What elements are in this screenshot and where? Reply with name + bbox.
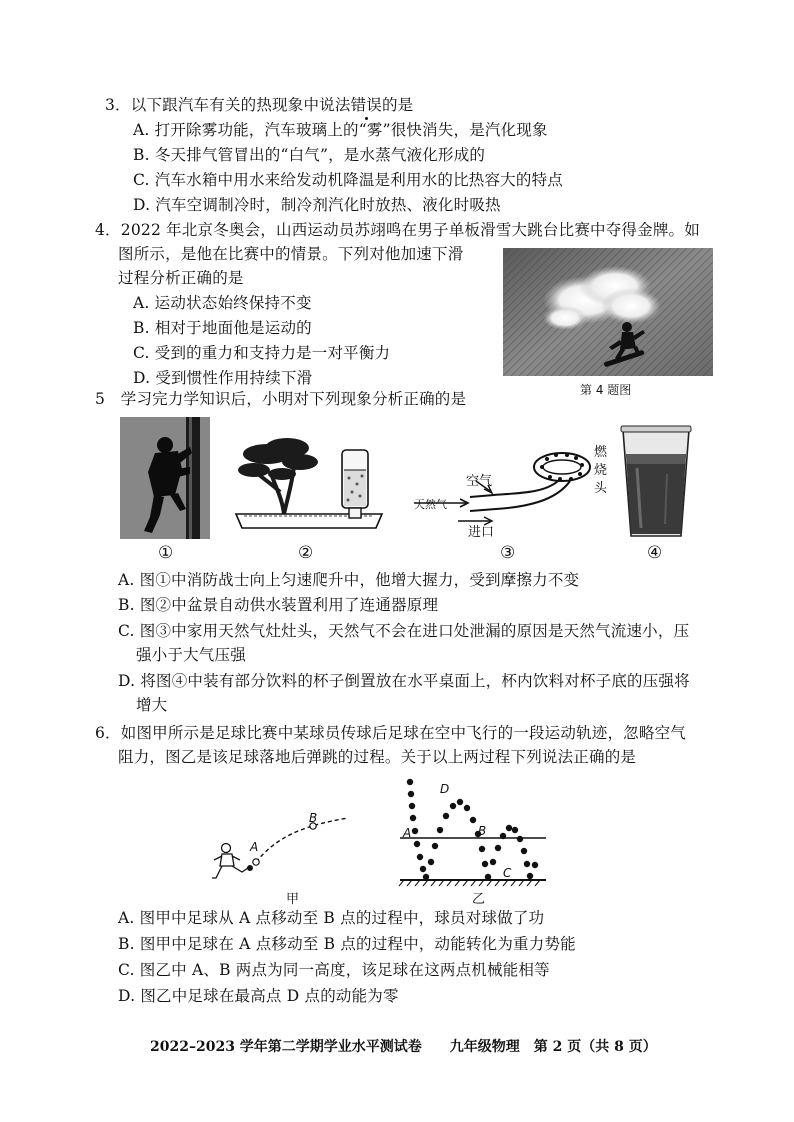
q5-option-b: B. 图②中盆景自动供水装置利用了连通器原理 xyxy=(118,596,439,614)
q5-fig-number-3: ③ xyxy=(500,543,516,563)
q5-fig2-bonsai xyxy=(232,436,394,534)
q6-stem-line1: 6．如图甲所示是足球比赛中某球员传球后足球在空中飞行的一段运动轨迹，忽略空气 xyxy=(95,724,686,742)
q4-stem-line3: 过程分析正确的是 xyxy=(118,269,244,287)
q5-fig3-inlet-label: 进口 xyxy=(468,525,495,540)
q6-fig-yi-label-b: B xyxy=(478,824,487,838)
q4-option-c: C. 受到的重力和支持力是一对平衡力 xyxy=(133,344,391,362)
q6-fig-jia-trajectory xyxy=(210,808,356,886)
q5-option-a: A. 图①中消防战士向上匀速爬升中，他增大握力，受到摩擦力不变 xyxy=(118,571,580,589)
q3-option-c: C. 汽车水箱中用水来给发动机降温是利用水的比热容大的特点 xyxy=(133,171,563,189)
q5-fig4-drink-cup xyxy=(617,424,695,542)
q6-stem-line2: 阻力，图乙是该足球落地后弹跳的过程。关于以上两过程下列说法正确的是 xyxy=(118,748,637,766)
q5-stem: 5 学习完力学知识后，小明对下列现象分析正确的是 xyxy=(95,390,467,408)
q4-option-a: A. 运动状态始终保持不变 xyxy=(133,294,312,312)
q5-fig3-gas-burner xyxy=(410,437,622,541)
q5-option-c-cont: 强小于大气压强 xyxy=(136,646,246,664)
snowboard-illustration xyxy=(503,248,713,376)
q3-option-b: B. 冬天排气管冒出的“白气”，是水蒸气液化形成的 xyxy=(133,146,486,164)
q5-option-d: D. 将图④中装有部分饮料的杯子倒置放在水平桌面上，杯内饮料对杯子底的压强将 xyxy=(118,672,690,690)
q6-fig-yi-label-c: C xyxy=(503,866,512,880)
q4-option-b: B. 相对于地面他是运动的 xyxy=(133,319,312,337)
q5-fig1-firefighter xyxy=(120,417,210,539)
q4-stem-line1: 4．2022 年北京冬奥会，山西运动员苏翊鸣在男子单板滑雪大跳台比赛中夺得金牌。如 xyxy=(95,221,700,239)
q6-fig-yi-caption: 乙 xyxy=(472,892,486,907)
q6-option-a: A. 图甲中足球从 A 点移动至 B 点的过程中，球员对球做了功 xyxy=(118,909,545,927)
q4-snowboard-photo xyxy=(503,248,713,376)
q4-figure-caption: 第 4 题图 xyxy=(580,383,632,397)
q5-fig-number-1: ① xyxy=(158,543,174,563)
q5-fig3-burner-char3: 头 xyxy=(594,481,608,496)
q6-option-b: B. 图甲中足球在 A 点移动至 B 点的过程中，动能转化为重力势能 xyxy=(118,935,576,953)
q5-fig3-air-label: 空气 xyxy=(466,474,493,489)
q6-fig-jia-label-a: A xyxy=(250,840,259,854)
q6-option-d: D. 图乙中足球在最高点 D 点的动能为零 xyxy=(118,987,399,1005)
q6-fig-jia-label-b: B xyxy=(309,811,318,825)
q5-fig3-gas-label: 天然气 xyxy=(414,498,447,511)
q6-fig-yi-bounce xyxy=(396,770,548,888)
q5-fig3-burner-char2: 烧 xyxy=(594,463,608,478)
q4-option-d: D. 受到惯性作用持续下滑 xyxy=(133,369,313,387)
q5-fig-number-2: ② xyxy=(298,543,314,563)
q5-fig3-burner-char1: 燃 xyxy=(594,445,608,460)
q3-option-a: A. 打开除雾功能，汽车玻璃上的“雾”很快消失，是汽化现象 xyxy=(133,121,548,139)
q3-option-d: D. 汽车空调制冷时，制冷剂汽化时放热、液化时吸热 xyxy=(133,196,501,214)
page-footer: 2022–2023 学年第二学期学业水平测试卷 九年级物理 第 2 页（共 8 页） xyxy=(150,1039,657,1055)
q6-fig-jia-caption: 甲 xyxy=(286,892,300,907)
q5-option-c: C. 图③中家用天然气灶灶头，天然气不会在进口处泄漏的原因是天然气流速小，压 xyxy=(118,622,690,640)
q5-option-d-cont: 增大 xyxy=(136,696,168,714)
q4-stem-line2: 图所示，是他在比赛中的情景。下列对他加速下滑 xyxy=(118,245,464,263)
q5-fig-number-4: ④ xyxy=(647,543,663,563)
q6-fig-yi-label-d: D xyxy=(440,782,450,796)
q3-stem: 3．以下跟汽车有关的热现象中说法错误的是 xyxy=(105,96,414,114)
q3-emphasis: 错误 xyxy=(350,96,382,114)
q6-option-c: C. 图乙中 A、B 两点为同一高度，该足球在这两点机械能相等 xyxy=(118,961,550,979)
q6-fig-yi-label-a: A xyxy=(403,826,412,840)
